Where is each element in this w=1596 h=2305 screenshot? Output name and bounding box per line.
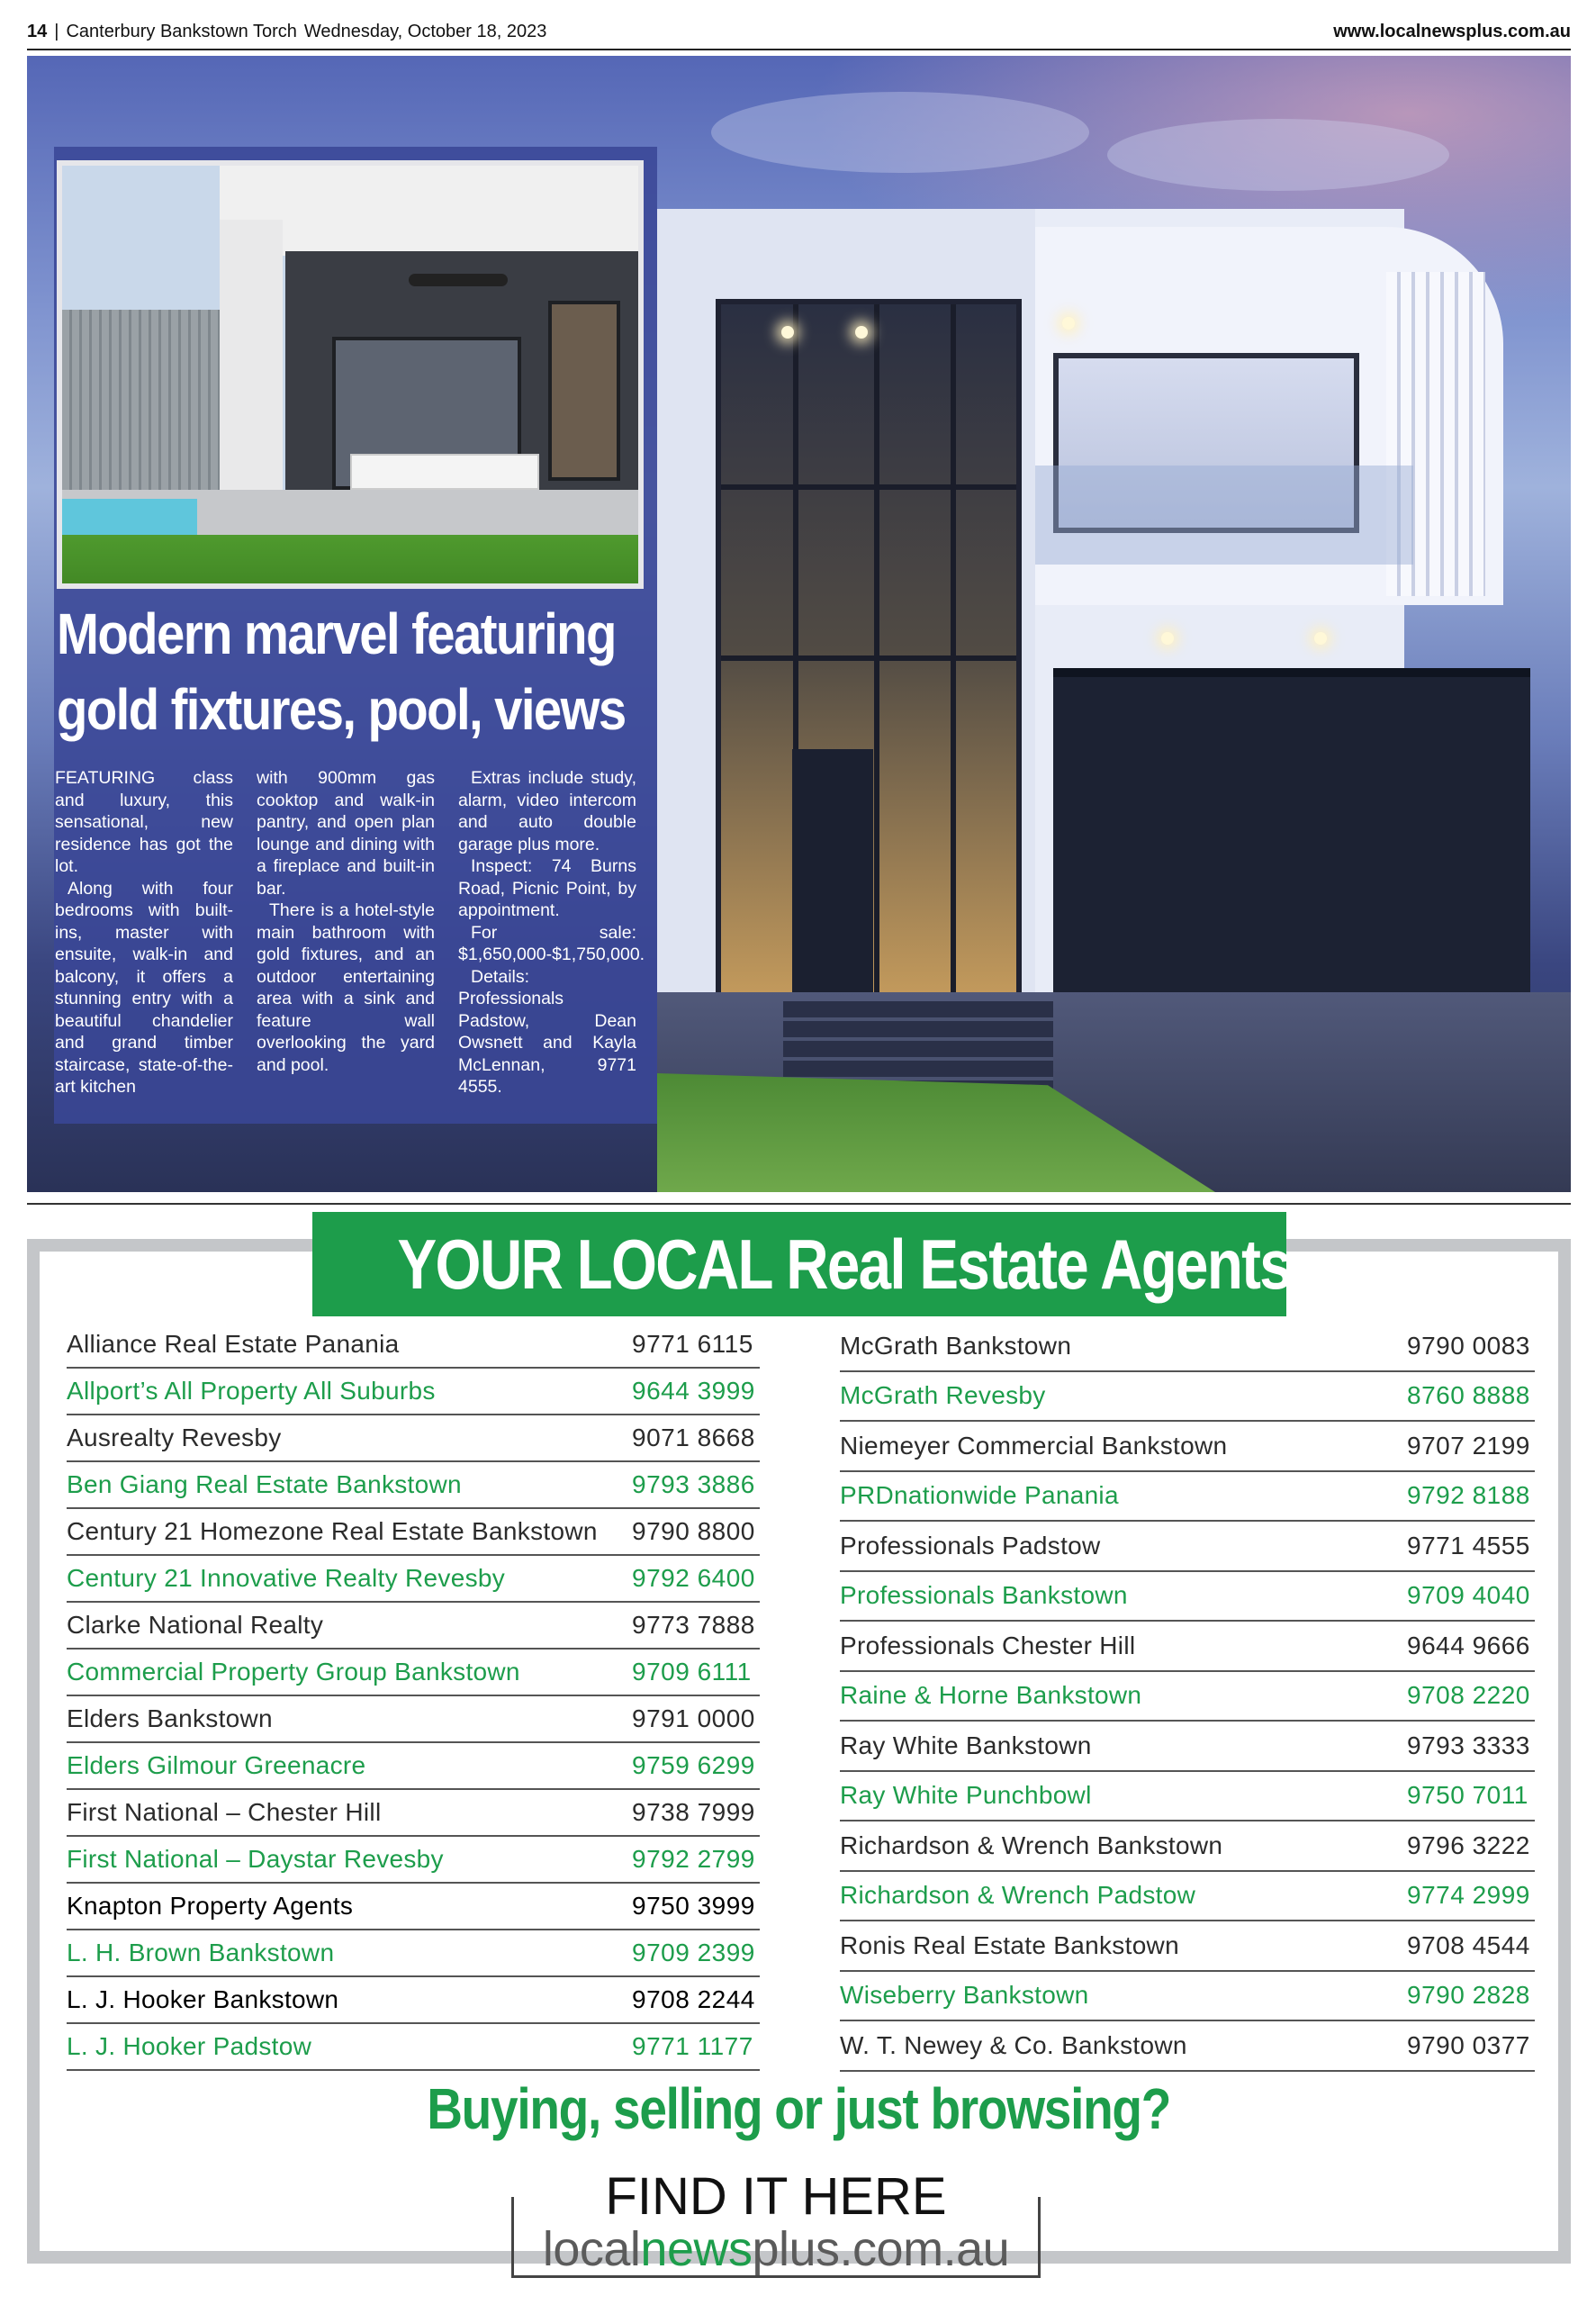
agent-row: [840, 1921, 1535, 1972]
tagline: [27, 2075, 1571, 2142]
agent-phone: 8760 8888: [1407, 1381, 1530, 1410]
url-news: news: [640, 2222, 753, 2276]
agent-phone: 9738 7999: [632, 1798, 755, 1826]
agent-row: [67, 1415, 760, 1462]
agent-phone: 9750 7011: [1407, 1781, 1528, 1810]
agent-row: [840, 1672, 1535, 1722]
agent-name: First National – Chester Hill: [67, 1798, 382, 1826]
agent-phone: 9792 8188: [1407, 1481, 1530, 1510]
agent-row: [840, 1472, 1535, 1523]
fence: [62, 310, 233, 517]
agent-name: L. J. Hooker Padstow: [67, 2032, 312, 2060]
cloud: [711, 92, 1089, 173]
tagline-text: Buying, selling or just browsing?: [427, 2076, 1171, 2141]
url-plus: plus.com.au: [752, 2222, 1010, 2276]
agent-phone: 9792 2799: [632, 1845, 755, 1873]
article-paragraph: For sale: $1,650,000-$1,750,000.: [458, 922, 645, 964]
agent-name: Raine & Horne Bankstown: [840, 1681, 1142, 1710]
agent-name: Knapton Property Agents: [67, 1892, 354, 1920]
find-it-here-logo[interactable]: [511, 2167, 1041, 2278]
downlight: [1161, 632, 1174, 645]
agent-row: [840, 1422, 1535, 1472]
agent-name: Professionals Chester Hill: [840, 1631, 1136, 1659]
agents-banner: [312, 1212, 1292, 1316]
page-number: 14: [27, 22, 48, 41]
agent-row: [840, 1622, 1535, 1672]
downlight: [1314, 632, 1327, 645]
cloud: [1107, 119, 1449, 191]
article-column-3: [458, 767, 645, 1098]
window: [548, 301, 620, 481]
agent-phone: 9071 8668: [632, 1424, 755, 1451]
agent-phone: 9793 3886: [632, 1470, 755, 1498]
agent-name: Professionals Bankstown: [840, 1581, 1128, 1610]
glass-balustrade: [1035, 466, 1413, 565]
agent-phone: 9771 4555: [1407, 1531, 1530, 1559]
agent-name: Clarke National Realty: [67, 1611, 324, 1639]
agent-row: [67, 1696, 760, 1743]
url-local: local: [542, 2222, 641, 2276]
agent-phone: 9791 0000: [632, 1704, 755, 1732]
agent-row: [67, 1603, 760, 1650]
agent-row: [67, 1650, 760, 1696]
agent-name: W. T. Newey & Co. Bankstown: [840, 2030, 1187, 2059]
agent-row: [67, 1790, 760, 1837]
agent-name: McGrath Revesby: [840, 1381, 1046, 1410]
agent-row: [67, 1884, 760, 1930]
agent-name: L. J. Hooker Bankstown: [67, 1985, 339, 2013]
agent-row: [67, 1369, 760, 1415]
agent-phone: 9644 3999: [632, 1377, 755, 1405]
top-divider: [27, 49, 1571, 50]
garage-door: [1053, 668, 1530, 1001]
agent-name: Allport’s All Property All Suburbs: [67, 1377, 436, 1405]
agent-phone: 9790 8800: [632, 1517, 755, 1545]
agent-row: [840, 2021, 1535, 2072]
agent-name: Century 21 Homezone Real Estate Bankstown: [67, 1517, 598, 1545]
headline-line-2: gold fixtures, pool, views: [57, 677, 626, 742]
front-door: [792, 749, 873, 1001]
masthead-left: [27, 22, 546, 42]
agent-row: [67, 1743, 760, 1790]
agent-phone: 9773 7888: [632, 1611, 755, 1639]
article-paragraph: There is a hotel-style main bathroom with gold fixtures, and an outdoor entertaining area with a sink and feature wall overlooking the yard and pool.: [257, 900, 435, 1075]
find-it-here-title: FIND IT HERE: [605, 2167, 947, 2226]
agent-row: [840, 1572, 1535, 1623]
agent-row: [840, 1722, 1535, 1772]
grass: [62, 535, 644, 589]
agent-name: McGrath Bankstown: [840, 1331, 1072, 1360]
logo-url[interactable]: [511, 2222, 1041, 2276]
agent-name: Alliance Real Estate Panania: [67, 1330, 400, 1358]
agent-phone: 9709 6111: [632, 1658, 752, 1686]
agent-name: Ausrealty Revesby: [67, 1424, 282, 1451]
mullion: [721, 484, 1016, 490]
agent-phone: 9644 9666: [1407, 1631, 1530, 1659]
agents-list-left: [67, 1322, 760, 2071]
agent-row: [840, 1322, 1535, 1372]
agent-row: [67, 2024, 760, 2071]
agent-name: Richardson & Wrench Bankstown: [840, 1830, 1223, 1859]
agents-banner-title: YOUR LOCAL Real Estate Agents: [397, 1225, 1292, 1304]
agent-phone: 9771 6115: [632, 1330, 753, 1358]
article-headline: [57, 596, 626, 747]
agent-row: [840, 1372, 1535, 1423]
agent-row: [840, 1821, 1535, 1872]
agent-row: [840, 1522, 1535, 1572]
downlight: [781, 326, 794, 339]
agent-name: Niemeyer Commercial Bankstown: [840, 1431, 1228, 1460]
agent-phone: 9792 6400: [632, 1564, 755, 1592]
agent-phone: 9708 4544: [1407, 1930, 1530, 1959]
ceiling: [220, 166, 644, 256]
outdoor-table: [350, 454, 539, 490]
agent-name: First National – Daystar Revesby: [67, 1845, 444, 1873]
agent-row: [840, 1772, 1535, 1822]
masthead: [27, 22, 1571, 52]
agent-name: Century 21 Innovative Realty Revesby: [67, 1564, 506, 1592]
agent-row: [67, 1556, 760, 1603]
agent-name: Ronis Real Estate Bankstown: [840, 1930, 1179, 1959]
agent-phone: 9771 1177: [632, 2032, 753, 2060]
agent-row: [67, 1930, 760, 1977]
article-paragraph: Details: Professionals Padstow, Dean Owsnett and Kayla McLennan, 9771 4555.: [458, 966, 636, 1097]
agent-phone: 9793 3333: [1407, 1731, 1530, 1759]
mullion: [951, 304, 956, 996]
agents-list-right: [840, 1322, 1535, 2072]
section-divider: [27, 1203, 1571, 1205]
agent-name: Elders Bankstown: [67, 1704, 273, 1732]
agent-phone: 9707 2199: [1407, 1431, 1530, 1460]
issue-date: Wednesday, October 18, 2023: [303, 22, 547, 41]
agent-name: Richardson & Wrench Padstow: [840, 1881, 1196, 1910]
article-column-2: [257, 767, 435, 1098]
agent-phone: 9709 2399: [632, 1939, 755, 1966]
agent-name: Ray White Bankstown: [840, 1731, 1092, 1759]
agent-row: [67, 1322, 760, 1369]
agent-phone: 9790 2828: [1407, 1981, 1530, 2010]
downlight: [855, 326, 868, 339]
website-link[interactable]: www.localnewsplus.com.au: [1333, 22, 1571, 41]
agent-name: Ben Giang Real Estate Bankstown: [67, 1470, 462, 1498]
agent-row: [67, 1509, 760, 1556]
agent-name: L. H. Brown Bankstown: [67, 1939, 335, 1966]
article-paragraph: with 900mm gas cooktop and walk-in pantry, and open plan lounge and dining with a fireplace and built-in bar.: [257, 768, 435, 899]
publication-name: Canterbury Bankstown Torch: [66, 22, 297, 41]
agent-phone: 9790 0377: [1407, 2030, 1530, 2059]
agent-phone: 9709 4040: [1407, 1581, 1530, 1610]
ceiling-fan: [409, 274, 508, 286]
mullion: [874, 304, 879, 996]
agent-name: PRDnationwide Panania: [840, 1481, 1119, 1510]
alfresco-inset-photo: [57, 160, 644, 589]
agent-phone: 9759 6299: [632, 1751, 755, 1779]
agent-name: Professionals Padstow: [840, 1531, 1101, 1559]
agent-row: [840, 1972, 1535, 2022]
article-paragraph: FEATURING class and luxury, this sensational, new residence has got the lot.: [55, 768, 233, 876]
agent-phone: 9708 2220: [1407, 1681, 1530, 1710]
agent-phone: 9774 2999: [1407, 1881, 1530, 1910]
agent-name: Wiseberry Bankstown: [840, 1981, 1089, 2010]
agent-row: [67, 1977, 760, 2024]
agent-phone: 9790 0083: [1407, 1331, 1530, 1360]
article-paragraph: Extras include study, alarm, video intercom and auto double garage plus more.: [458, 768, 636, 854]
downlight: [1062, 317, 1075, 330]
article-body: [55, 767, 645, 1098]
article-column-1: [55, 767, 233, 1098]
agent-name: Commercial Property Group Bankstown: [67, 1658, 520, 1686]
mullion: [721, 655, 1016, 661]
pillar: [220, 220, 283, 508]
agent-name: Elders Gilmour Greenacre: [67, 1751, 366, 1779]
agent-row: [67, 1462, 760, 1509]
agent-phone: 9708 2244: [632, 1985, 755, 2013]
headline-line-1: Modern marvel featuring: [57, 601, 616, 666]
agent-row: [67, 1837, 760, 1884]
agent-row: [840, 1872, 1535, 1922]
agent-phone: 9750 3999: [632, 1892, 755, 1920]
agent-name: Ray White Punchbowl: [840, 1781, 1092, 1810]
masthead-separator: |: [54, 22, 59, 41]
article-paragraph: Inspect: 74 Burns Road, Picnic Point, by appointment.: [458, 856, 636, 920]
agent-phone: 9796 3222: [1407, 1830, 1530, 1859]
article-paragraph: Along with four bedrooms with built-ins, master with ensuite, walk-in and balcony, it offers a stunning entry with a beautiful chandelier and grand timber staircase, state-of-the-art kitchen: [55, 878, 233, 1097]
